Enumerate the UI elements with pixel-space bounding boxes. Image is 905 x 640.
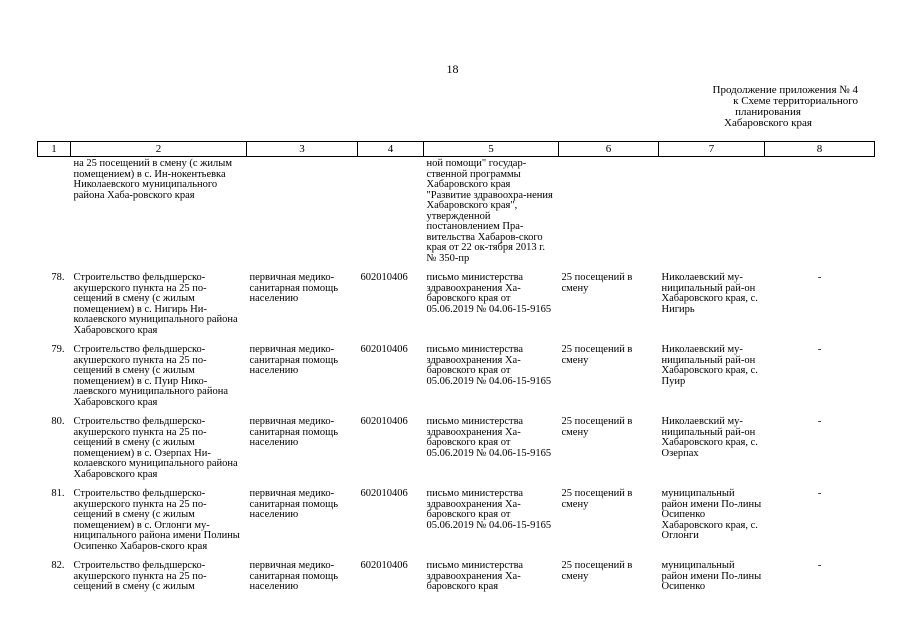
object-type	[247, 157, 358, 272]
object-type: первичная медико-санитарная помощь населению	[249, 560, 338, 592]
appendix-line-4: Хабаровского края	[724, 117, 812, 129]
appendix-line-2: к Схеме территориального	[733, 95, 858, 107]
location: Николаевский му-ниципальный рай-он Хабаровского края, с. Озерпах	[661, 416, 758, 459]
row-number: 80.	[51, 416, 65, 427]
row-number: 82.	[51, 560, 65, 571]
location: Николаевский му-ниципальный рай-он Хабаровского края, с. Пуир	[661, 344, 758, 387]
location: муниципальный район имени По-лины Осипенко Хабаровского края, с. Оглонги	[661, 488, 762, 541]
column-header: 3	[247, 142, 358, 157]
object-name: Строительство фельдшерско-акушерского пункта на 25 по-сещений в смену (с жилым помещением) в с. Пуир Нико-лаевского муниципального района Хабаровского края	[73, 344, 228, 408]
basis-document: письмо министерства здравоохранения Ха-баровского края от 05.06.2019 № 04.06-15-9165	[426, 488, 552, 531]
capacity: 25 посещений в смену	[561, 272, 633, 294]
appendix-line-1: Продолжение приложения № 4	[712, 84, 858, 96]
planning-table	[37, 141, 875, 600]
column-header: 1	[38, 142, 71, 157]
object-code: 602010406	[360, 344, 408, 355]
basis-document: письмо министерства здравоохранения Ха-баровского края от 05.06.2019 № 04.06-15-9165	[426, 272, 552, 315]
column-header: 4	[358, 142, 424, 157]
appendix-line-3: планирования	[735, 106, 801, 118]
row-number: 81.	[51, 488, 65, 499]
col8-value: -	[817, 272, 822, 283]
table-row	[38, 157, 875, 272]
basis-document: ной помощи" государ-ственной программы Хабаровского края "Развитие здравоохра-нения Хабаровского края", утвержденной постановлением Пра-вительства Хабаров-ского края от 22 ок-тября 2013 г. № 350-пр	[426, 158, 553, 264]
capacity	[559, 157, 659, 272]
col8-value: -	[817, 560, 822, 571]
row-number: 79.	[51, 344, 65, 355]
object-code	[358, 157, 424, 272]
table-row	[38, 343, 875, 415]
table-row	[38, 559, 875, 600]
basis-document: письмо министерства здравоохранения Ха-баровского края от 05.06.2019 № 04.06-15-9165	[426, 344, 552, 387]
object-code: 602010406	[360, 560, 408, 571]
location	[659, 157, 765, 272]
header-row	[38, 142, 875, 157]
column-header: 2	[71, 142, 247, 157]
column-header: 8	[765, 142, 875, 157]
capacity: 25 посещений в смену	[561, 416, 633, 438]
appendix-note	[678, 85, 858, 129]
capacity: 25 посещений в смену	[561, 560, 633, 582]
table-row	[38, 415, 875, 487]
object-type: первичная медико-санитарная помощь населению	[249, 488, 338, 520]
object-code: 602010406	[360, 272, 408, 283]
column-header: 7	[659, 142, 765, 157]
object-code: 602010406	[360, 488, 408, 499]
basis-document: письмо министерства здравоохранения Ха-баровского края от 05.06.2019 № 04.06-15-9165	[426, 416, 552, 459]
object-type: первичная медико-санитарная помощь населению	[249, 416, 338, 448]
object-type: первичная медико-санитарная помощь населению	[249, 272, 338, 304]
column-header: 6	[559, 142, 659, 157]
col8-value: -	[817, 416, 822, 427]
basis-document: письмо министерства здравоохранения Ха-баровского края	[426, 560, 524, 592]
row-number	[38, 157, 71, 272]
capacity: 25 посещений в смену	[561, 488, 633, 510]
object-name: Строительство фельдшерско-акушерского пункта на 25 по-сещений в смену (с жилым	[73, 560, 207, 592]
row-number: 78.	[51, 272, 65, 283]
location: муниципальный район имени По-лины Осипенко	[661, 560, 762, 592]
column-header: 5	[424, 142, 559, 157]
object-code: 602010406	[360, 416, 408, 427]
object-name: на 25 посещений в смену (с жилым помещением) в с. Ин-нокентьевка Николаевского муниципального района Хаба-ровского края	[73, 158, 232, 201]
col8-value	[765, 157, 875, 272]
table-row	[38, 271, 875, 343]
col8-value: -	[817, 488, 822, 499]
object-name: Строительство фельдшерско-акушерского пункта на 25 по-сещений в смену (с жилым помещением) в с. Озерпах Ни-колаевского муниципального района Хабаровского края	[73, 416, 238, 480]
object-name: Строительство фельдшерско-акушерского пункта на 25 по-сещений в смену (с жилым помещением) в с. Нигирь Ни-колаевского муниципального района Хабаровского края	[73, 272, 238, 336]
col8-value: -	[817, 344, 822, 355]
capacity: 25 посещений в смену	[561, 344, 633, 366]
object-type: первичная медико-санитарная помощь населению	[249, 344, 338, 376]
table-row	[38, 487, 875, 559]
location: Николаевский му-ниципальный рай-он Хабаровского края, с. Нигирь	[661, 272, 758, 315]
page-number: 18	[446, 62, 459, 76]
object-name: Строительство фельдшерско-акушерского пункта на 25 по-сещений в смену (с жилым помещением) в с. Оглонги му-ниципального района имени Полины Осипенко Хабаров-ского края	[73, 488, 240, 552]
